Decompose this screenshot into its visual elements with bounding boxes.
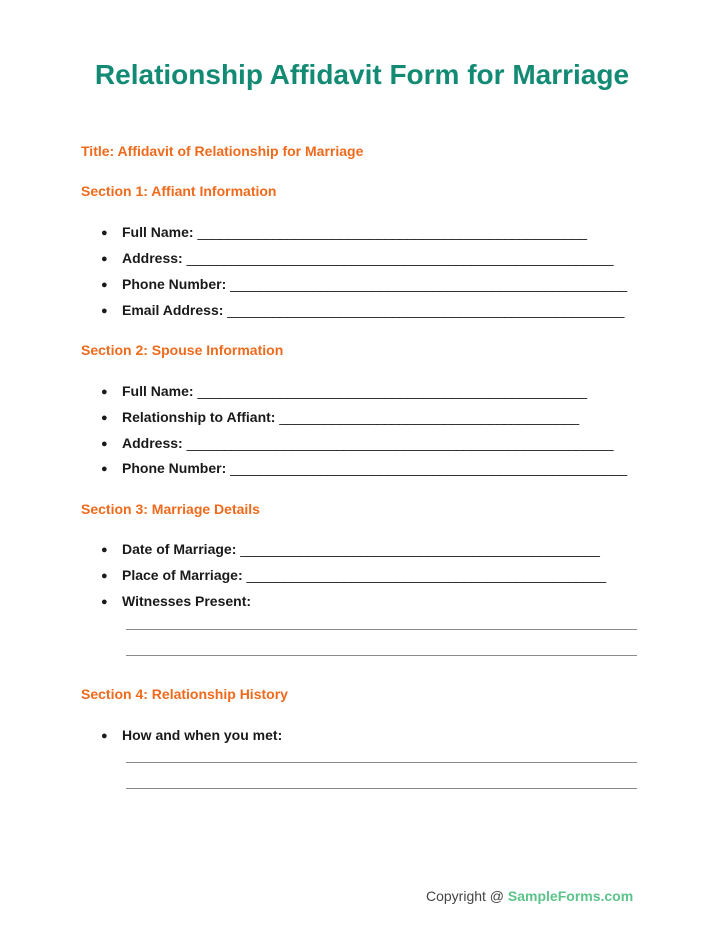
spouse-address-field[interactable] bbox=[101, 434, 613, 453]
affiant-full-name-field[interactable] bbox=[101, 223, 587, 242]
affiant-address-field[interactable] bbox=[101, 249, 613, 268]
how-met-field bbox=[101, 726, 282, 745]
spouse-relationship-field[interactable] bbox=[101, 408, 579, 427]
field-blank-line: ____________________________________________________ bbox=[197, 224, 587, 240]
field-label: Phone Number: bbox=[122, 460, 227, 476]
field-blank-line: ________________________________________ bbox=[279, 409, 579, 425]
copyright-prefix: Copyright @ bbox=[426, 888, 508, 904]
field-label: Email Address: bbox=[122, 302, 224, 318]
document-title-line: Title: Affidavit of Relationship for Marriage bbox=[81, 143, 364, 159]
spouse-phone-field[interactable] bbox=[101, 459, 627, 478]
field-blank-line: _________________________________________________________ bbox=[186, 435, 614, 451]
witnesses-write-line[interactable] bbox=[126, 655, 637, 656]
bullet-icon: ● bbox=[101, 305, 108, 317]
affiant-phone-field[interactable] bbox=[101, 275, 627, 294]
bullet-icon: ● bbox=[101, 412, 108, 424]
witnesses-write-line[interactable] bbox=[126, 629, 637, 630]
section-2-heading: Section 2: Spouse Information bbox=[81, 342, 284, 358]
bullet-icon: ● bbox=[101, 386, 108, 398]
field-blank-line: ________________________________________________ bbox=[240, 541, 600, 557]
bullet-icon: ● bbox=[101, 463, 108, 475]
field-blank-line: ____________________________________________________ bbox=[197, 383, 587, 399]
field-blank-line: ________________________________________________ bbox=[246, 567, 606, 583]
bullet-icon: ● bbox=[101, 227, 108, 239]
bullet-icon: ● bbox=[101, 596, 108, 608]
field-label: Phone Number: bbox=[122, 276, 227, 292]
field-label: Address: bbox=[122, 250, 183, 266]
field-label: Date of Marriage: bbox=[122, 541, 237, 557]
field-label: Full Name: bbox=[122, 383, 194, 399]
field-label: How and when you met: bbox=[122, 727, 283, 743]
bullet-icon: ● bbox=[101, 570, 108, 582]
how-met-write-line[interactable] bbox=[126, 762, 637, 763]
field-label: Relationship to Affiant: bbox=[122, 409, 276, 425]
bullet-icon: ● bbox=[101, 438, 108, 450]
field-blank-line: _____________________________________________________ bbox=[227, 302, 625, 318]
bullet-icon: ● bbox=[101, 253, 108, 265]
bullet-icon: ● bbox=[101, 279, 108, 291]
marriage-date-field[interactable] bbox=[101, 540, 600, 559]
bullet-icon: ● bbox=[101, 544, 108, 556]
field-blank-line: _________________________________________________________ bbox=[186, 250, 614, 266]
field-label: Witnesses Present: bbox=[122, 593, 252, 609]
copyright-footer bbox=[426, 887, 633, 905]
bullet-icon: ● bbox=[101, 730, 108, 742]
spouse-full-name-field[interactable] bbox=[101, 382, 587, 401]
field-label: Full Name: bbox=[122, 224, 194, 240]
field-label: Address: bbox=[122, 435, 183, 451]
affiant-email-field[interactable] bbox=[101, 301, 624, 320]
document-heading: Relationship Affidavit Form for Marriage bbox=[94, 59, 630, 90]
section-1-heading: Section 1: Affiant Information bbox=[81, 183, 277, 199]
field-blank-line: _____________________________________________________ bbox=[230, 460, 627, 476]
witnesses-field bbox=[101, 592, 251, 611]
field-label: Place of Marriage: bbox=[122, 567, 243, 583]
how-met-write-line[interactable] bbox=[126, 788, 637, 789]
brand-link[interactable]: SampleForms.com bbox=[507, 888, 634, 904]
section-4-heading: Section 4: Relationship History bbox=[81, 686, 288, 702]
marriage-place-field[interactable] bbox=[101, 566, 606, 585]
field-blank-line: _____________________________________________________ bbox=[230, 276, 627, 292]
section-3-heading: Section 3: Marriage Details bbox=[81, 501, 260, 517]
